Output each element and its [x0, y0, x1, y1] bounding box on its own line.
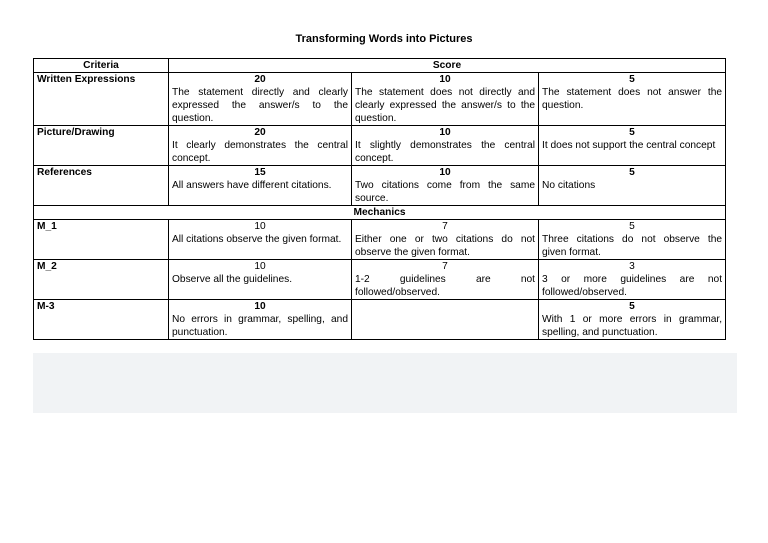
document-title: Transforming Words into Pictures: [295, 33, 473, 45]
score-cell: [352, 220, 539, 260]
mechanics-heading: Mechanics: [34, 206, 726, 220]
score-description: 3 or more guidelines are not followed/observed.: [542, 274, 723, 298]
criteria-header: Criteria: [34, 59, 169, 73]
score-cell: [539, 166, 726, 206]
score-description: All answers have different citations.: [172, 180, 332, 191]
score-description: 1-2 guidelines are not followed/observed.: [355, 274, 535, 298]
score-value: 5: [629, 74, 635, 85]
score-cell: [539, 126, 726, 166]
score-cell: [352, 166, 539, 206]
score-description: It slightly demonstrates the central concept.: [355, 140, 535, 164]
blank-gray-band: [33, 353, 737, 413]
score-value: 10: [439, 127, 451, 138]
score-value: 10: [254, 261, 266, 272]
score-value: 7: [442, 261, 448, 272]
score-header: Score: [169, 59, 726, 73]
score-cell: [539, 260, 726, 300]
score-description: Either one or two citations do not observe the given format.: [355, 234, 535, 258]
criteria-cell: M_1: [34, 220, 169, 260]
score-cell: [169, 73, 352, 126]
score-description: With 1 or more errors in grammar, spelling, and punctuation.: [542, 314, 723, 338]
criteria-cell: M_2: [34, 260, 169, 300]
mechanics-row: [34, 206, 726, 220]
score-description: No citations: [542, 180, 596, 191]
score-value: 5: [629, 167, 635, 178]
score-cell: [169, 300, 352, 340]
score-value: 7: [442, 221, 448, 232]
criteria-cell: References: [34, 166, 169, 206]
table-row: [34, 300, 726, 340]
score-value: 10: [439, 167, 451, 178]
score-description: The statement does not directly and clearly expressed the answer/s to the question.: [355, 87, 535, 124]
criteria-cell: Picture/Drawing: [34, 126, 169, 166]
score-cell: [169, 260, 352, 300]
table-row: [34, 126, 726, 166]
score-description: Observe all the guidelines.: [172, 274, 293, 285]
score-cell: [539, 220, 726, 260]
score-cell: [539, 73, 726, 126]
score-cell: [352, 73, 539, 126]
score-value: 15: [254, 167, 266, 178]
score-description: No errors in grammar, spelling, and punctuation.: [172, 314, 348, 338]
score-value: 5: [629, 301, 635, 312]
score-value: 10: [254, 301, 266, 312]
score-cell: [352, 260, 539, 300]
score-description: Two citations come from the same source.: [355, 180, 535, 204]
score-value: 5: [629, 127, 635, 138]
score-description: Three citations do not observe the given format.: [542, 234, 723, 258]
table-row: [34, 220, 726, 260]
table-row: [34, 166, 726, 206]
score-value: 20: [254, 127, 266, 138]
score-value: 5: [629, 221, 635, 232]
header-row: [34, 59, 726, 73]
score-cell: [539, 300, 726, 340]
score-cell: [352, 126, 539, 166]
criteria-cell: Written Expressions: [34, 73, 169, 126]
table-row: [34, 73, 726, 126]
score-description: All citations observe the given format.: [172, 234, 342, 245]
score-cell: [169, 126, 352, 166]
criteria-cell: M-3: [34, 300, 169, 340]
table-row: [34, 260, 726, 300]
score-value: 20: [254, 74, 266, 85]
score-description: The statement directly and clearly expressed the answer/s to the question.: [172, 87, 348, 124]
score-value: 3: [629, 261, 635, 272]
rubric-table: [33, 58, 726, 340]
score-cell: [169, 220, 352, 260]
score-value: 10: [439, 74, 451, 85]
score-value: 10: [254, 221, 266, 232]
score-description: It does not support the central concept: [542, 140, 716, 151]
score-cell: [352, 300, 539, 340]
score-cell: [169, 166, 352, 206]
score-description: It clearly demonstrates the central concept.: [172, 140, 348, 164]
score-description: The statement does not answer the question.: [542, 87, 723, 111]
